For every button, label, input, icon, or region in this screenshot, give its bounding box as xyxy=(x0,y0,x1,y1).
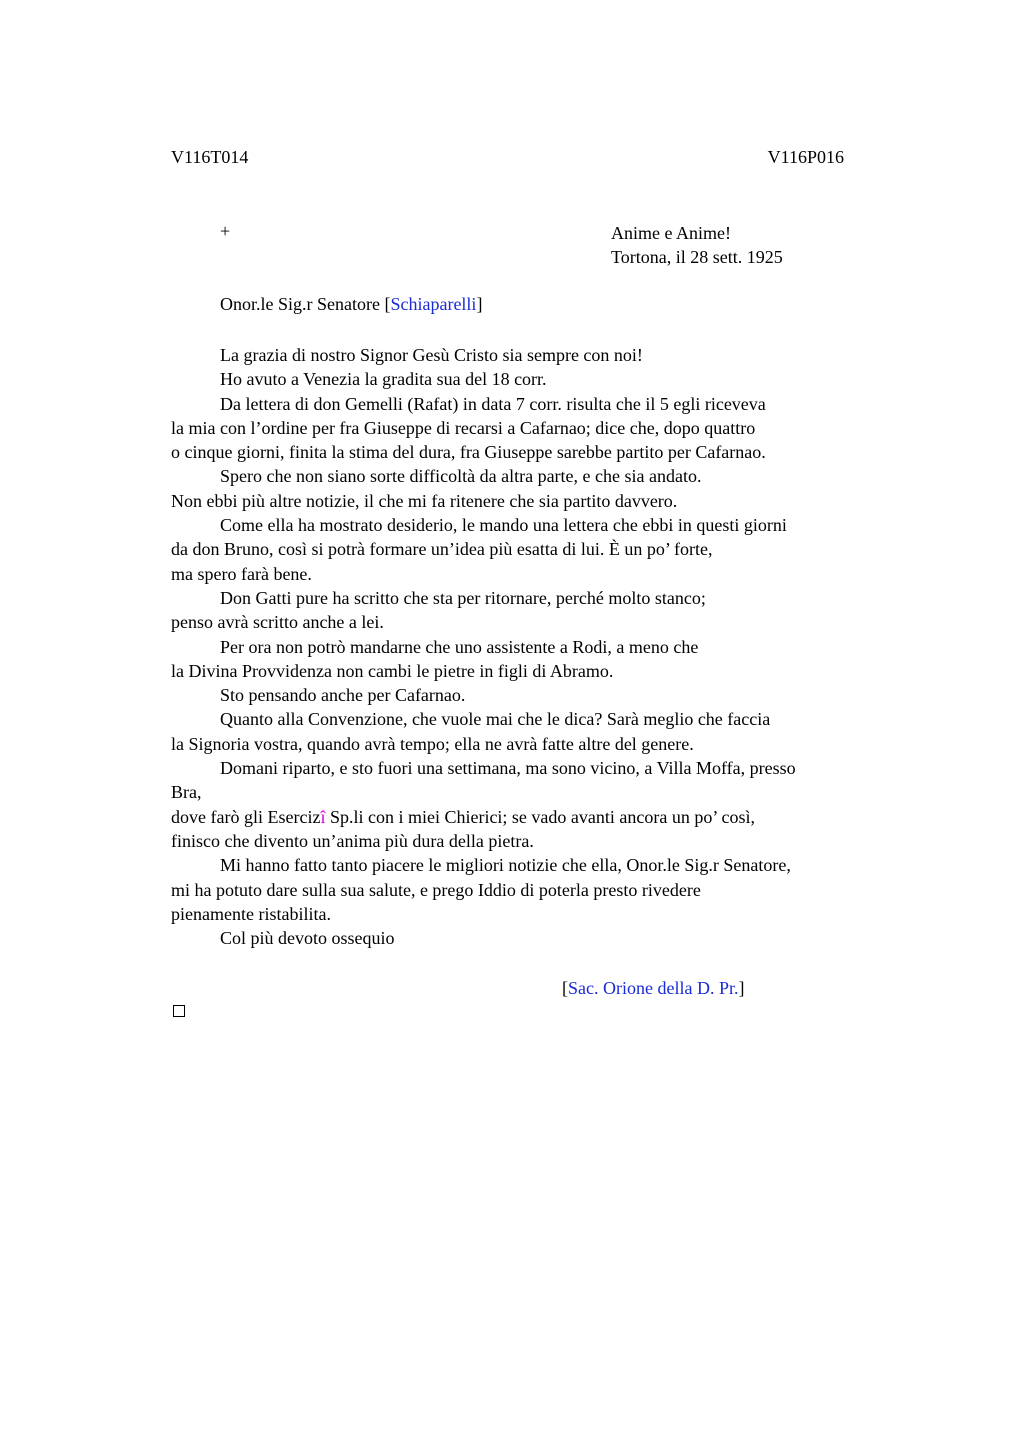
body-line: da don Bruno, così si potrà formare un’idea più esatta di lui. È un po’ forte, xyxy=(171,539,713,560)
letter-heading xyxy=(611,221,783,270)
page-header xyxy=(171,147,844,171)
body-line xyxy=(171,805,891,829)
body-line: Bra, xyxy=(171,782,202,803)
signature-name: Sac. Orione della D. Pr. xyxy=(568,978,739,998)
highlighted-accent: î xyxy=(320,806,326,827)
body-line: Quanto alla Convenzione, che vuole mai che le dica? Sarà meglio che faccia xyxy=(220,709,771,730)
body-line: Per ora non potrò mandarne che uno assistente a Rodi, a meno che xyxy=(220,636,699,657)
salutation xyxy=(220,294,482,315)
body-line: o cinque giorni, finita la stima del dura, fra Giuseppe sarebbe partito per Cafarnao. xyxy=(171,442,766,463)
heading-title: Anime e Anime! xyxy=(611,223,731,243)
signature-bracket-close: ] xyxy=(738,978,745,998)
body-line-part: Sp.li con i miei Chierici; se vado avanti ancora un po’ così, xyxy=(325,806,756,827)
body-line: Non ebbi più altre notizie, il che mi fa ritenere che sia partito davvero. xyxy=(171,490,678,511)
body-line: pienamente ristabilita. xyxy=(171,903,331,924)
body-line: Come ella ha mostrato desiderio, le mando una lettera che ebbi in questi giorni xyxy=(220,515,787,536)
place-date: Tortona, il 28 sett. 1925 xyxy=(611,247,783,268)
body-line: Don Gatti pure ha scritto che sta per ritornare, perché molto stanco; xyxy=(220,587,706,608)
body-line: ma spero farà bene. xyxy=(171,563,312,584)
salutation-suffix: ] xyxy=(476,294,483,314)
body-line: Da lettera di don Gemelli (Rafat) in data 7 corr. risulta che il 5 egli riceveva xyxy=(220,393,766,414)
body-line: penso avrà scritto anche a lei. xyxy=(171,612,384,633)
body-line: mi ha potuto dare sulla sua salute, e prego Iddio di poterla presto rivedere xyxy=(171,879,701,900)
body-line: La grazia di nostro Signor Gesù Cristo sia sempre con noi! xyxy=(220,345,643,365)
body-line: la mia con l’ordine per fra Giuseppe di recarsi a Cafarnao; dice che, dopo quattro xyxy=(171,417,756,438)
body-line: Mi hanno fatto tanto piacere le migliori notizie che ella, Onor.le Sig.r Senatore, xyxy=(220,855,791,876)
body-line: Domani riparto, e sto fuori una settimana, ma sono vicino, a Villa Moffa, presso xyxy=(220,758,796,779)
body-line: finisco che divento un’anima più dura della pietra. xyxy=(171,830,534,851)
closing-line: Col più devoto ossequio xyxy=(220,928,395,949)
body-line: la Divina Provvidenza non cambi le pietre in figli di Abramo. xyxy=(171,660,614,681)
document-code-left: V116T014 xyxy=(171,147,249,167)
body-line: la Signoria vostra, quando avrà tempo; ella ne avrà fatte altre del genere. xyxy=(171,733,694,754)
body-line-part: dove farò gli Esercizî xyxy=(171,806,326,827)
signature xyxy=(562,978,744,999)
body-line: Ho avuto a Venezia la gradita sua del 18 corr. xyxy=(220,369,547,390)
body-line: Spero che non siano sorte difficoltà da altra parte, e che sia andato. xyxy=(220,466,702,487)
letter-body xyxy=(171,343,891,950)
signature-bracket-open: [ xyxy=(562,978,568,998)
recipient-name: Schiaparelli xyxy=(390,294,477,314)
salutation-prefix: Onor.le Sig.r Senatore [ xyxy=(220,294,391,314)
cross-symbol: + xyxy=(220,221,231,241)
document-code-right: V116P016 xyxy=(767,147,844,167)
body-line: Sto pensando anche per Cafarnao. xyxy=(220,685,466,706)
end-of-document-box xyxy=(173,1005,185,1017)
